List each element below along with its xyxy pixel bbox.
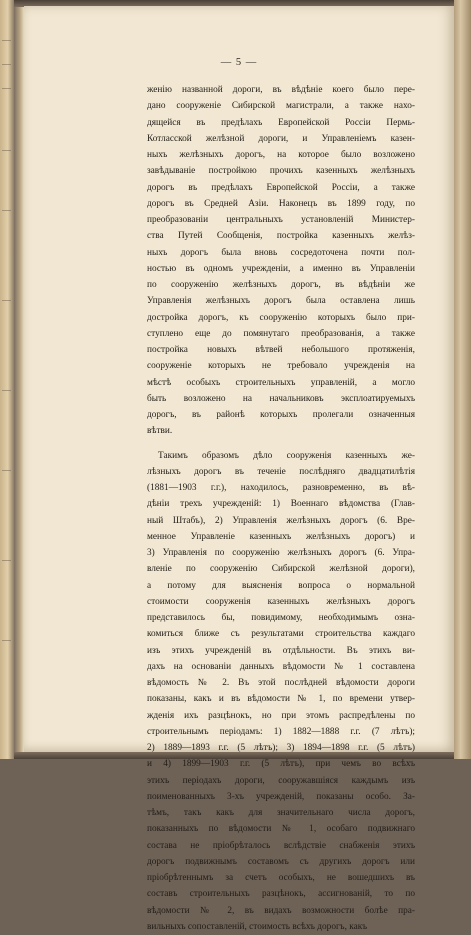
text-line: показаны, какъ и въ вѣдомости № 1, по времени утвер-	[147, 691, 415, 707]
text-line: представилось бы, повидимому, необходимымъ озна-	[147, 610, 415, 626]
text-line: вильныхъ сопоставленій, стоимость всѣхъ дорогъ, какъ	[147, 919, 415, 935]
text-line: изъ этихъ учрежденій въ отдѣльности. Въ этихъ ви-	[147, 643, 415, 659]
text-line: Управленія желѣзныхъ дорогъ была оставлена лишь	[147, 293, 415, 309]
text-line: составъ строительныхъ разцѣнокъ, ассигнованій, то по	[147, 886, 415, 902]
text-line: ства Путей Сообщенія, постройка казенныхъ желѣз-	[147, 228, 415, 244]
adjacent-page-text	[2, 640, 11, 641]
text-line: Такимъ образомъ дѣло сооруженія казенныхъ же-	[147, 448, 415, 464]
text-line: пріобрѣтеннымъ за счетъ особыхъ, не вошедшихъ въ	[147, 870, 415, 886]
adjacent-page-text	[2, 470, 11, 471]
text-line: сооруженіе которыхъ не требовало учрежденія на	[147, 358, 415, 374]
text-line: (1881—1903 г.г.), находилось, разновременно, въ вѣ-	[147, 480, 415, 496]
text-line: ныхъ дорогъ была вновь сосредоточена почти пол-	[147, 245, 415, 261]
text-line: вѣтви.	[147, 423, 415, 439]
text-line: ныхъ желѣзныхъ дорогъ, на которое было возложено	[147, 147, 415, 163]
adjacent-page-text	[2, 40, 11, 41]
text-line: 2) 1889—1893 г.г. (5 лѣтъ); 3) 1894—1898 г.г. (5 лѣтъ)	[147, 740, 415, 756]
adjacent-page-text	[2, 88, 11, 89]
adjacent-page-text	[2, 300, 11, 301]
text-line: дано сооруженіе Сибирской магистрали, а также нахо-	[147, 98, 415, 114]
text-line: и 4) 1899—1903 г.г. (5 лѣтъ), при чемъ во всѣхъ	[147, 756, 415, 772]
paragraph	[147, 448, 415, 935]
text-line: мѣстѣ особыхъ строительныхъ управленій, а могло	[147, 375, 415, 391]
text-line: стоимости сооруженія казенныхъ желѣзныхъ дорогъ	[147, 594, 415, 610]
page-number: — 5 —	[24, 57, 454, 68]
body-text	[147, 82, 415, 935]
text-line: дорогъ въ Средней Азіи. Наконецъ въ 1899 году, по	[147, 196, 415, 212]
adjacent-page-text	[2, 560, 11, 561]
paragraph-gap	[147, 440, 415, 448]
text-line: ный Штабъ), 2) Управленія желѣзныхъ дорогъ (6. Вре-	[147, 513, 415, 529]
text-line: женію названной дороги, въ вѣдѣніе коего было пере-	[147, 82, 415, 98]
text-line: а потому для выясненія вопроса о нормальной	[147, 578, 415, 594]
text-line: дѣніи трехъ учрежденій: 1) Военнаго вѣдомства (Глав-	[147, 496, 415, 512]
text-line: 3) Управленія по сооруженію желѣзныхъ дорогъ (6. Упра-	[147, 545, 415, 561]
text-line: комиться ближе съ результатами строительства каждаго	[147, 626, 415, 642]
adjacent-page-text	[2, 150, 11, 151]
adjacent-page-edge	[0, 0, 14, 759]
page-fore-edge	[454, 0, 471, 759]
paragraph	[147, 82, 415, 440]
text-line: дорогъ, въ районѣ которыхъ пролегали означенныя	[147, 407, 415, 423]
book-gutter	[14, 0, 24, 759]
text-line: тѣмъ, такъ какъ для значительнаго числа дорогъ,	[147, 805, 415, 821]
text-line: показанныхъ по вѣдомости № 1, особаго подвижнаго	[147, 821, 415, 837]
text-line: жденія ихъ разцѣнокъ, но при этомъ распредѣлены по	[147, 708, 415, 724]
text-line: вленіе по сооруженію Сибирской желѣзной дороги),	[147, 561, 415, 577]
text-line: ступлено еще до помянутаго преобразованія, а также	[147, 326, 415, 342]
text-line: завѣдываніе постройкою прочихъ казенныхъ желѣзныхъ	[147, 163, 415, 179]
text-line: дорогъ въ предѣлахъ Европейской Россіи, а также	[147, 180, 415, 196]
text-line: вѣдомость № 2. Въ этой послѣдней вѣдомости дороги	[147, 675, 415, 691]
text-line: вѣдомости № 2, въ видахъ возможности болѣе пра-	[147, 903, 415, 919]
adjacent-page-text	[2, 64, 11, 65]
text-line: по сооруженію желѣзныхъ дорогъ, въ вѣдѣніи же	[147, 277, 415, 293]
text-line: состава не пріобрѣталось вслѣдствіе снабженія этихъ	[147, 838, 415, 854]
text-line: поименованныхъ 3-хъ учрежденій, показаны особо. За-	[147, 789, 415, 805]
text-line: дорогъ подвижнымъ составомъ съ другихъ дорогъ или	[147, 854, 415, 870]
text-line: дящейся въ предѣлахъ Европейской Россіи Пермь-	[147, 115, 415, 131]
text-line: строительнымъ періодамъ: 1) 1882—1888 г.г. (7 лѣтъ);	[147, 724, 415, 740]
text-line: Котласской желѣзной дороги, и Управленіемъ казен-	[147, 131, 415, 147]
adjacent-page-text	[2, 210, 11, 211]
text-line: преобразованіи центральныхъ установленій Министер-	[147, 212, 415, 228]
text-line: дахъ на основаніи данныхъ вѣдомости № 1 составлена	[147, 659, 415, 675]
text-line: менное Управленіе казенныхъ желѣзныхъ дорогъ) и	[147, 529, 415, 545]
adjacent-page-text	[2, 390, 11, 391]
text-line: ностью въ одномъ учрежденіи, а именно въ Управленіи	[147, 261, 415, 277]
text-line: лѣзныхъ дорогъ въ теченіе послѣдняго двадцатилѣтія	[147, 464, 415, 480]
text-line: быть возложено на начальниковъ эксплоатируемыхъ	[147, 391, 415, 407]
text-line: этихъ періодахъ дороги, сооружавшіяся каждымъ изъ	[147, 773, 415, 789]
text-line: достройка дорогъ, къ сооруженію которыхъ было при-	[147, 310, 415, 326]
text-line: постройка новыхъ вѣтвей небольшого протяженія,	[147, 342, 415, 358]
